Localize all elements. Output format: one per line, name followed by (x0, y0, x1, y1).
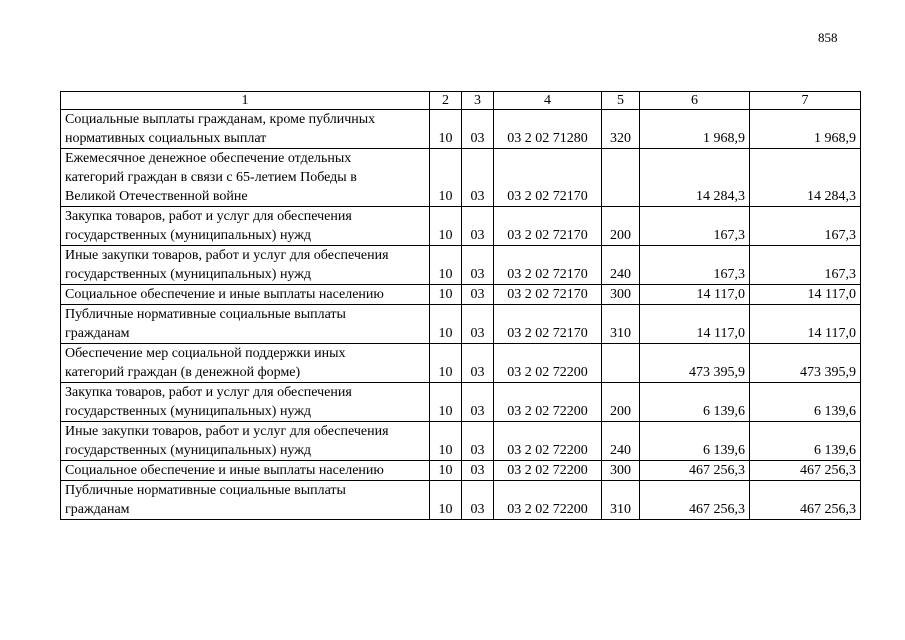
amount-cell: 167,3 (640, 246, 750, 285)
amount-cell: 6 139,6 (750, 422, 861, 461)
amount-cell: 467 256,3 (750, 461, 861, 481)
row-name-line: гражданам (65, 502, 130, 517)
amount-cell: 1 968,9 (640, 110, 750, 149)
amount-cell: 467 256,3 (640, 481, 750, 520)
row-name-line: гражданам (65, 326, 130, 341)
amount-cell: 167,3 (750, 246, 861, 285)
expense-type-cell: 300 (602, 461, 640, 481)
table-row (61, 149, 861, 207)
section-cell: 10 (430, 305, 462, 344)
header-cell: 3 (462, 92, 494, 110)
budget-table (60, 91, 861, 520)
header-cell: 7 (750, 92, 861, 110)
section-cell: 10 (430, 422, 462, 461)
page-number: 858 (818, 30, 838, 45)
target-article-cell: 03 2 02 72170 (494, 285, 602, 305)
target-article-cell: 03 2 02 72170 (494, 149, 602, 207)
expense-type-cell: 310 (602, 481, 640, 520)
row-name-cell (61, 344, 430, 383)
section-cell: 10 (430, 344, 462, 383)
subsection-cell: 03 (462, 481, 494, 520)
subsection-cell: 03 (462, 149, 494, 207)
expense-type-cell (602, 344, 640, 383)
table-row (61, 305, 861, 344)
subsection-cell: 03 (462, 383, 494, 422)
subsection-cell: 03 (462, 461, 494, 481)
amount-cell: 14 117,0 (640, 305, 750, 344)
row-name-line: Обеспечение мер социальной поддержки иных (65, 346, 346, 361)
table-row (61, 207, 861, 246)
row-name-cell (61, 110, 430, 149)
row-name-line: Публичные нормативные социальные выплаты (65, 307, 346, 322)
subsection-cell: 03 (462, 246, 494, 285)
amount-cell: 14 117,0 (750, 285, 861, 305)
amount-cell: 167,3 (750, 207, 861, 246)
amount-cell: 167,3 (640, 207, 750, 246)
row-name-cell (61, 305, 430, 344)
subsection-cell: 03 (462, 422, 494, 461)
target-article-cell: 03 2 02 72170 (494, 246, 602, 285)
expense-type-cell: 320 (602, 110, 640, 149)
header-cell: 4 (494, 92, 602, 110)
table-header-row (61, 92, 861, 110)
row-name-line: Ежемесячное денежное обеспечение отдельных (65, 151, 352, 166)
amount-cell: 14 284,3 (640, 149, 750, 207)
row-name-line: нормативных социальных выплат (65, 131, 267, 146)
amount-cell: 6 139,6 (750, 383, 861, 422)
row-name-cell (61, 246, 430, 285)
row-name-line: государственных (муниципальных) нужд (65, 267, 312, 282)
row-name-line: Социальное обеспечение и иные выплаты населению (65, 463, 384, 478)
subsection-cell: 03 (462, 207, 494, 246)
target-article-cell: 03 2 02 72200 (494, 344, 602, 383)
row-name-line: Закупка товаров, работ и услуг для обеспечения (65, 385, 352, 400)
target-article-cell: 03 2 02 72170 (494, 207, 602, 246)
amount-cell: 14 284,3 (750, 149, 861, 207)
row-name-line: Социальное обеспечение и иные выплаты населению (65, 287, 384, 302)
table-row (61, 461, 861, 481)
subsection-cell: 03 (462, 110, 494, 149)
row-name-cell (61, 149, 430, 207)
target-article-cell: 03 2 02 72200 (494, 481, 602, 520)
expense-type-cell (602, 149, 640, 207)
target-article-cell: 03 2 02 72200 (494, 383, 602, 422)
expense-type-cell: 200 (602, 207, 640, 246)
row-name-cell (61, 285, 430, 305)
row-name-line: государственных (муниципальных) нужд (65, 228, 312, 243)
header-cell: 6 (640, 92, 750, 110)
row-name-line: Великой Отечественной войне (65, 189, 248, 204)
amount-cell: 6 139,6 (640, 422, 750, 461)
target-article-cell: 03 2 02 72200 (494, 461, 602, 481)
row-name-cell (61, 481, 430, 520)
table-row (61, 110, 861, 149)
amount-cell: 6 139,6 (640, 383, 750, 422)
section-cell: 10 (430, 110, 462, 149)
table-row (61, 246, 861, 285)
row-name-line: государственных (муниципальных) нужд (65, 404, 312, 419)
amount-cell: 1 968,9 (750, 110, 861, 149)
subsection-cell: 03 (462, 285, 494, 305)
target-article-cell: 03 2 02 72170 (494, 305, 602, 344)
row-name-line: категорий граждан (в денежной форме) (65, 365, 301, 380)
expense-type-cell: 240 (602, 422, 640, 461)
row-name-line: категорий граждан в связи с 65-летием Победы в (65, 170, 357, 185)
table-row (61, 422, 861, 461)
header-cell: 5 (602, 92, 640, 110)
amount-cell: 473 395,9 (750, 344, 861, 383)
target-article-cell: 03 2 02 72200 (494, 422, 602, 461)
table-row (61, 481, 861, 520)
section-cell: 10 (430, 461, 462, 481)
header-cell: 1 (61, 92, 430, 110)
row-name-line: Иные закупки товаров, работ и услуг для обеспечения (65, 248, 389, 263)
target-article-cell: 03 2 02 71280 (494, 110, 602, 149)
amount-cell: 467 256,3 (750, 481, 861, 520)
row-name-line: Публичные нормативные социальные выплаты (65, 483, 346, 498)
table-row (61, 383, 861, 422)
row-name-line: государственных (муниципальных) нужд (65, 443, 312, 458)
subsection-cell: 03 (462, 305, 494, 344)
subsection-cell: 03 (462, 344, 494, 383)
row-name-cell (61, 207, 430, 246)
section-cell: 10 (430, 207, 462, 246)
expense-type-cell: 240 (602, 246, 640, 285)
row-name-cell (61, 461, 430, 481)
section-cell: 10 (430, 149, 462, 207)
section-cell: 10 (430, 383, 462, 422)
section-cell: 10 (430, 481, 462, 520)
header-cell: 2 (430, 92, 462, 110)
table-row (61, 285, 861, 305)
table-row (61, 344, 861, 383)
section-cell: 10 (430, 285, 462, 305)
amount-cell: 473 395,9 (640, 344, 750, 383)
row-name-line: Социальные выплаты гражданам, кроме публичных (65, 112, 376, 127)
row-name-line: Иные закупки товаров, работ и услуг для обеспечения (65, 424, 389, 439)
amount-cell: 14 117,0 (640, 285, 750, 305)
amount-cell: 467 256,3 (640, 461, 750, 481)
row-name-cell (61, 383, 430, 422)
amount-cell: 14 117,0 (750, 305, 861, 344)
row-name-line: Закупка товаров, работ и услуг для обеспечения (65, 209, 352, 224)
expense-type-cell: 200 (602, 383, 640, 422)
expense-type-cell: 300 (602, 285, 640, 305)
expense-type-cell: 310 (602, 305, 640, 344)
section-cell: 10 (430, 246, 462, 285)
row-name-cell (61, 422, 430, 461)
